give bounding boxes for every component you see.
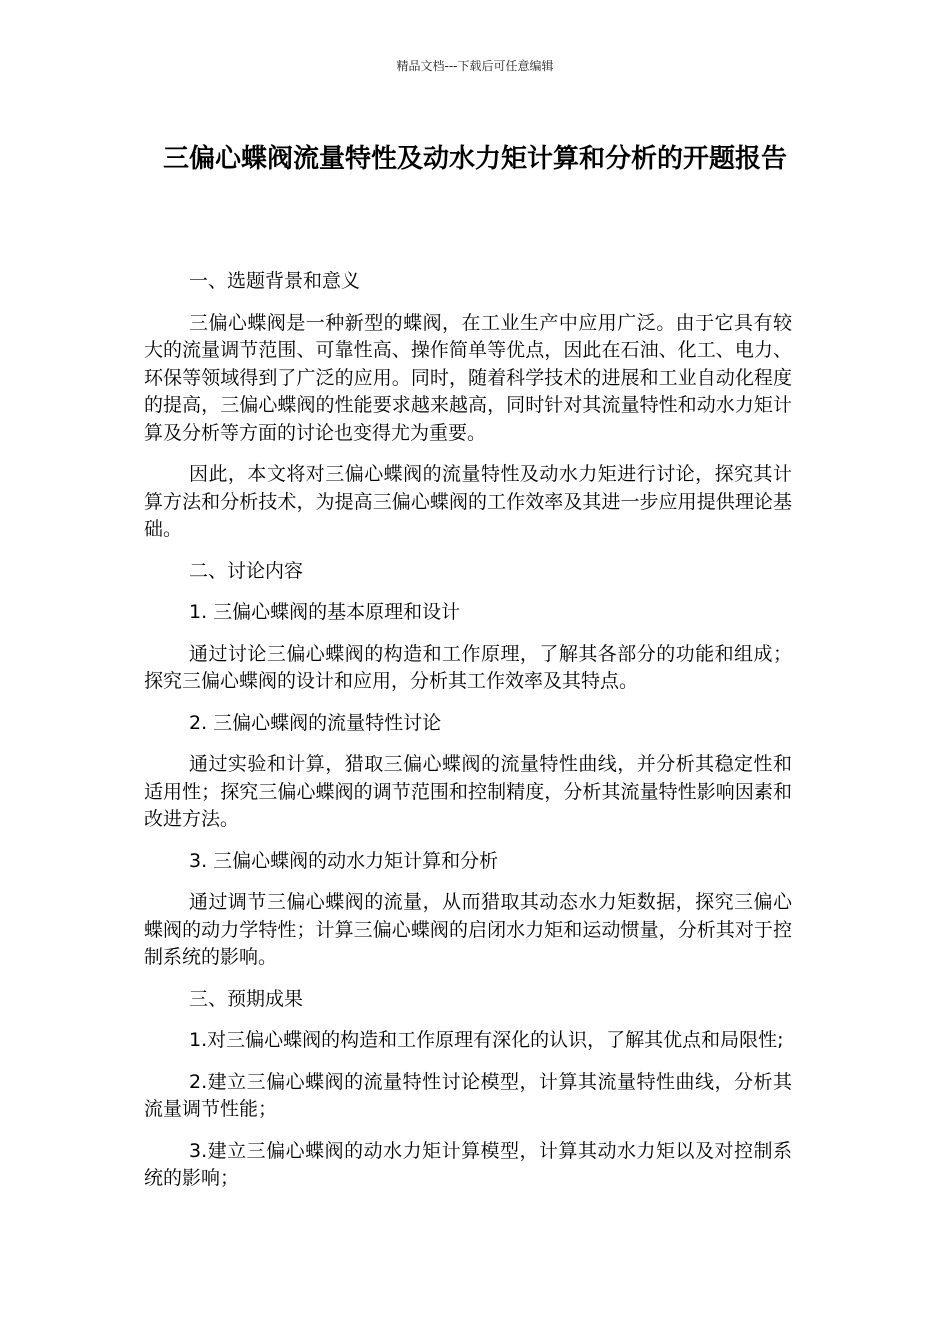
section-heading-content: 二、讨论内容 bbox=[189, 559, 304, 582]
subheading-hydrodynamic-torque: 3. 三偏心蝶阀的动水力矩计算和分析 bbox=[189, 849, 499, 872]
expected-result-item: 1.对三偏心蝶阀的构造和工作原理有深化的认识，了解其优点和局限性; bbox=[189, 1029, 784, 1051]
paragraph-hydrodynamic-torque: 通过调节三偏心蝶阀的流量，从而猎取其动态水力矩数据，探究三偏心蝶阀的动力学特性；计算三偏心蝶阀的启闭水力矩和运动惯量，分析其对于控制系统的影响。 bbox=[144, 891, 792, 968]
expected-result-item: 2.建立三偏心蝶阀的流量特性讨论模型，计算其流量特性曲线，分析其流量调节性能； bbox=[144, 1070, 792, 1120]
document-title: 三偏心蝶阀流量特性及动水力矩计算和分析的开题报告 bbox=[162, 144, 787, 174]
section-heading-expected-results: 三、预期成果 bbox=[189, 987, 304, 1010]
subheading-basic-principle: 1. 三偏心蝶阀的基本原理和设计 bbox=[189, 601, 461, 623]
expected-result-item: 3.建立三偏心蝶阀的动水力矩计算模型，计算其动水力矩以及对控制系统的影响； bbox=[144, 1139, 792, 1189]
document-body bbox=[144, 268, 792, 1207]
paragraph-basic-principle: 通过讨论三偏心蝶阀的构造和工作原理，了解其各部分的功能和组成；探究三偏心蝶阀的设计和应用，分析其工作效率及其特点。 bbox=[144, 642, 792, 692]
section-heading-background: 一、选题背景和意义 bbox=[189, 270, 361, 292]
paragraph-purpose: 因此，本文将对三偏心蝶阀的流量特性及动水力矩进行讨论，探究其计算方法和分析技术，为提高三偏心蝶阀的工作效率及其进一步应用提供理论基础。 bbox=[144, 463, 792, 540]
header-note: 精品文档---下载后可任意编辑 bbox=[396, 59, 554, 73]
paragraph-flow-characteristics: 通过实验和计算，猎取三偏心蝶阀的流量特性曲线，并分析其稳定性和适用性；探究三偏心蝶阀的调节范围和控制精度，分析其流量特性影响因素和改进方法。 bbox=[144, 753, 792, 830]
subheading-flow-characteristics: 2. 三偏心蝶阀的流量特性讨论 bbox=[189, 711, 442, 734]
paragraph-background: 三偏心蝶阀是一种新型的蝶阀，在工业生产中应用广泛。由于它具有较大的流量调节范围、可靠性高、操作简单等优点，因此在石油、化工、电力、环保等领域得到了广泛的应用。同时，随着科学技术的进展和工业自动化程度的提高，三偏心蝶阀的性能要求越来越高，同时针对其流量特性和动水力矩计算及分析等方面的讨论也变得尤为重要。 bbox=[144, 311, 792, 444]
